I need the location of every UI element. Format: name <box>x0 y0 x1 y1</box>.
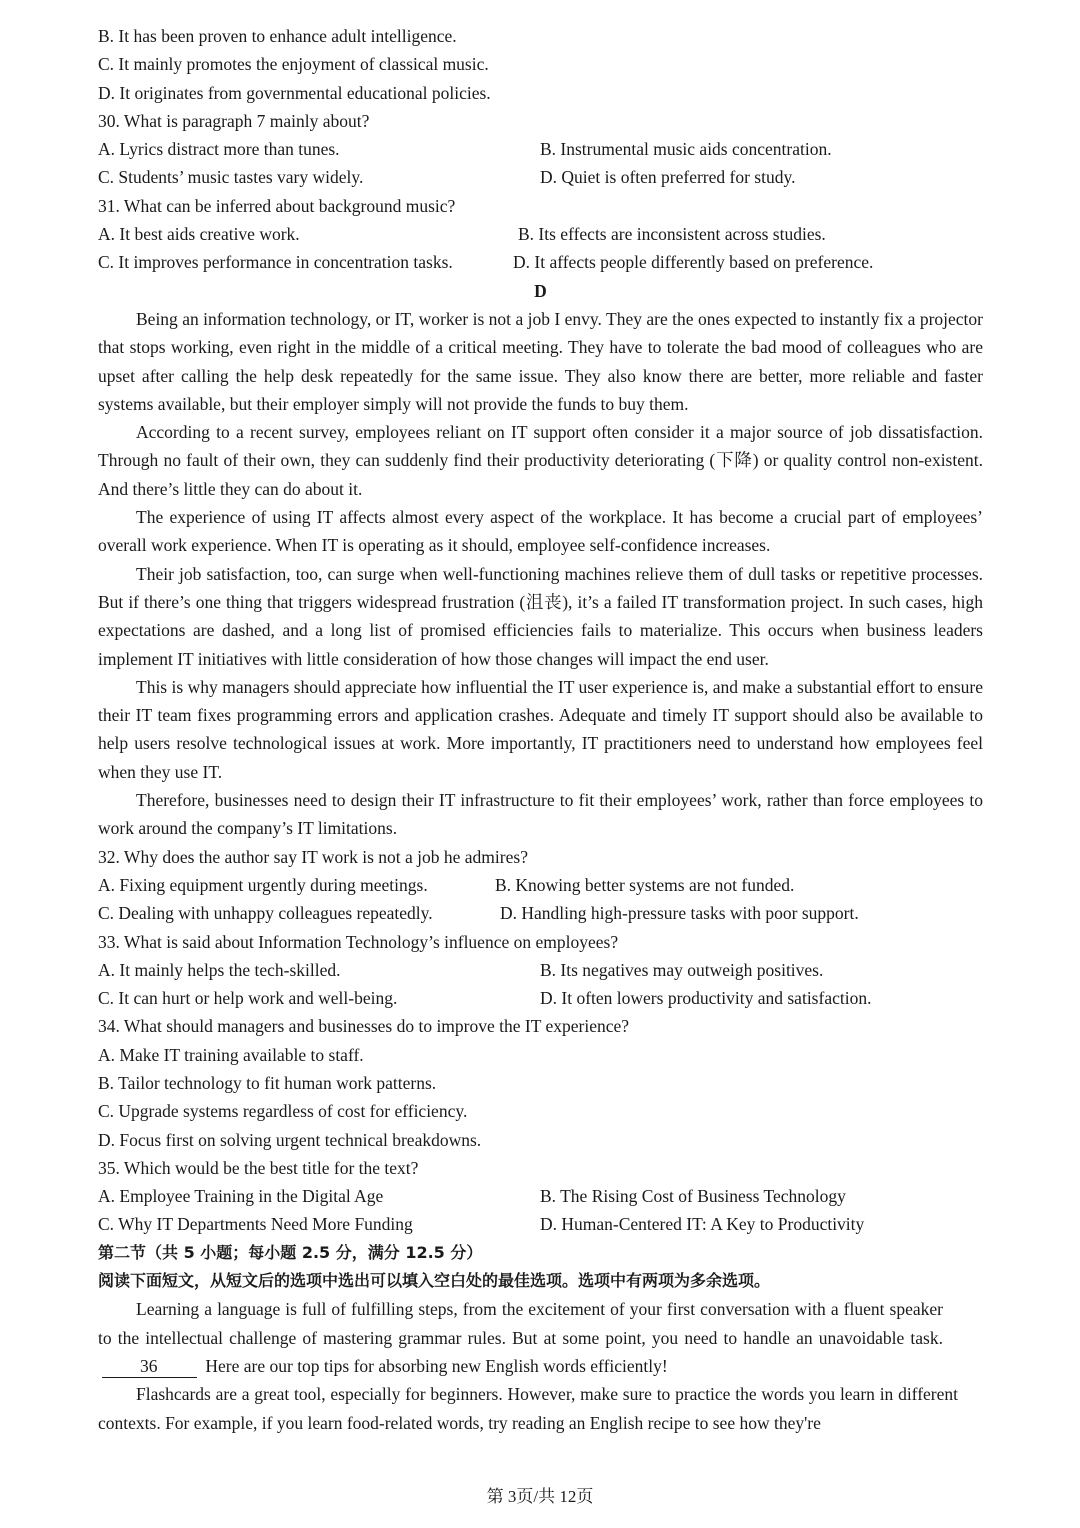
section-2-title: 第二节（共 5 小题；每小题 2.5 分，满分 12.5 分） <box>98 1242 483 1262</box>
q33-option-b: B. Its negatives may outweigh positives. <box>540 959 824 980</box>
q35-option-d: D. Human-Centered IT: A Key to Productivity <box>540 1214 865 1235</box>
q31-options-row-1 <box>98 220 983 248</box>
q35-option-b: B. The Rising Cost of Business Technology <box>540 1186 846 1207</box>
q31-option-b: B. Its effects are inconsistent across studies. <box>518 224 826 245</box>
q31-option-a: A. It best aids creative work. <box>98 224 300 245</box>
q30-option-b: B. Instrumental music aids concentration. <box>540 139 832 160</box>
q29-option-c: C. It mainly promotes the enjoyment of classical music. <box>98 54 489 75</box>
q30-option-c: C. Students’ music tastes vary widely. <box>98 167 364 188</box>
passage-d-paragraph-3: The experience of using IT affects almost every aspect of the workplace. It has become a crucial part of employees’ overall work experience. When IT is operating as it should, employee self-confidence increases. <box>98 507 983 556</box>
paragraph-1-before-blank: Learning a language is full of fulfilling steps, from the excitement of your first conversation with a fluent speaker to the intellectual challenge of mastering grammar rules. But at some point, you need to handle an unavoidable task. <box>98 1299 943 1348</box>
exam-page <box>98 22 983 1437</box>
q30-option-a: A. Lyrics distract more than tunes. <box>98 139 340 160</box>
q31-options-row-2 <box>98 248 983 276</box>
q35-stem: 35. Which would be the best title for the text? <box>98 1157 419 1178</box>
q30-options-row-1 <box>98 135 983 163</box>
q29-option-d: D. It originates from governmental educational policies. <box>98 82 491 103</box>
q35-options-row-2 <box>98 1210 983 1238</box>
page-number-footer: 第 3页/共 12页 <box>486 1487 594 1506</box>
q35-option-a: A. Employee Training in the Digital Age <box>98 1186 384 1207</box>
passage-d-paragraph-4: Their job satisfaction, too, can surge when well-functioning machines relieve them of dull tasks or repetitive processes. But if there’s one thing that triggers widespread frustration (沮丧), it’s a failed IT transformation project. In such cases, high expectations are dashed, and a long list of promised efficiencies fails to materialize. This occurs when business leaders implement IT initiatives with little consideration of how those changes will impact the end user. <box>98 563 983 669</box>
q32-options-row-1 <box>98 871 983 899</box>
q34-stem: 34. What should managers and businesses do to improve the IT experience? <box>98 1016 630 1037</box>
q32-options-row-2 <box>98 899 983 927</box>
q29-option-b: B. It has been proven to enhance adult intelligence. <box>98 26 457 46</box>
q32-option-b: B. Knowing better systems are not funded. <box>495 874 795 895</box>
section-2-paragraph-1 <box>98 1295 943 1380</box>
q31-option-c: C. It improves performance in concentration tasks. <box>98 252 453 273</box>
blank-36: 36 <box>102 1355 197 1378</box>
q34-option-b: B. Tailor technology to fit human work patterns. <box>98 1072 437 1093</box>
q33-option-a: A. It mainly helps the tech-skilled. <box>98 959 341 980</box>
section-2-paragraph-2: Flashcards are a great tool, especially for beginners. However, make sure to practice the words you learn in different contexts. For example, if you learn food-related words, try reading an English recipe to see how they're <box>98 1384 958 1433</box>
passage-d-paragraph-5: This is why managers should appreciate how influential the IT user experience is, and make a substantial effort to ensure their IT team fixes programming errors and application crashes. Adequate and timely IT support should also be available to help users resolve technological issues at work. More importantly, IT practitioners need to understand how employees feel when they use IT. <box>98 676 983 782</box>
q33-options-row-2 <box>98 984 983 1012</box>
passage-d-paragraph-2: According to a recent survey, employees reliant on IT support often consider it a major source of job dissatisfaction. Through no fault of their own, they can suddenly find their productivity deteriorating (下降) or quality control non-existent. And there’s little they can do about it. <box>98 422 983 499</box>
paragraph-1-after-blank: Here are our top tips for absorbing new English words efficiently! <box>205 1355 668 1376</box>
q32-option-c: C. Dealing with unhappy colleagues repeatedly. <box>98 903 433 924</box>
q31-stem: 31. What can be inferred about background music? <box>98 195 456 216</box>
q32-option-a: A. Fixing equipment urgently during meetings. <box>98 874 428 895</box>
q33-option-c: C. It can hurt or help work and well-being. <box>98 988 398 1009</box>
q33-stem: 33. What is said about Information Technology’s influence on employees? <box>98 931 619 952</box>
q34-option-a: A. Make IT training available to staff. <box>98 1044 364 1065</box>
q30-option-d: D. Quiet is often preferred for study. <box>540 167 796 188</box>
q30-stem: 30. What is paragraph 7 mainly about? <box>98 110 370 131</box>
passage-d-heading: D <box>534 280 547 301</box>
q31-option-d: D. It affects people differently based on preference. <box>513 252 874 273</box>
passage-d-paragraph-6: Therefore, businesses need to design their IT infrastructure to fit their employees’ work, rather than force employees to work around the company’s IT limitations. <box>98 790 983 839</box>
q34-option-d: D. Focus first on solving urgent technical breakdowns. <box>98 1129 482 1150</box>
q34-option-c: C. Upgrade systems regardless of cost for efficiency. <box>98 1101 468 1122</box>
q30-options-row-2 <box>98 163 983 191</box>
section-2-instruction: 阅读下面短文，从短文后的选项中选出可以填入空白处的最佳选项。选项中有两项为多余选项。 <box>98 1271 771 1291</box>
q32-stem: 32. Why does the author say IT work is not a job he admires? <box>98 846 528 867</box>
passage-d-paragraph-1: Being an information technology, or IT, worker is not a job I envy. They are the ones expected to instantly fix a projector that stops working, even right in the middle of a critical meeting. They have to tolerate the bad mood of colleagues who are upset after calling the help desk repeatedly for the same issue. They also know there are better, more reliable and faster systems available, but their employer simply will not provide the funds to buy them. <box>98 308 983 414</box>
q35-options-row-1 <box>98 1182 983 1210</box>
q32-option-d: D. Handling high-pressure tasks with poor support. <box>500 903 859 924</box>
q35-option-c: C. Why IT Departments Need More Funding <box>98 1214 413 1235</box>
q33-options-row-1 <box>98 956 983 984</box>
q33-option-d: D. It often lowers productivity and satisfaction. <box>540 988 872 1009</box>
